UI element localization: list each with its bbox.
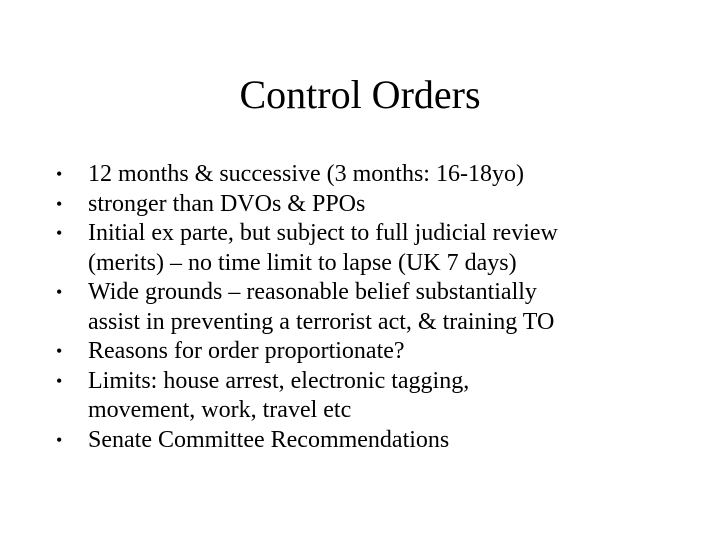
bullet-item [56,190,696,220]
bullet-text-line: Limits: house arrest, electronic tagging, [88,367,470,394]
bullet-icon: • [56,193,63,214]
bullet-text-line: (merits) – no time limit to lapse (UK 7 days) [88,249,517,276]
bullet-icon: • [56,223,63,243]
bullet-item [56,278,696,337]
bullet-item [56,367,696,426]
bullet-text-line: Initial ex parte, but subject to full judicial review [88,220,558,246]
bullet-text-line: assist in preventing a terrorist act, & training TO [88,308,555,335]
bullet-icon: • [56,164,63,184]
bullet-icon: • [56,370,63,391]
bullet-item [56,426,696,456]
bullet-text-line: Senate Committee Recommendations [88,426,450,453]
bullet-icon: • [56,429,63,450]
bullet-text-line: Reasons for order proportionate? [88,338,405,364]
bullet-text-line: 12 months & successive (3 months: 16-18yo) [88,161,524,187]
bullet-text-line: Wide grounds – reasonable belief substantially [88,279,537,305]
slide-title: Control Orders [239,72,481,117]
bullet-icon: • [56,282,63,302]
bullet-item [56,219,696,278]
bullet-text-line: movement, work, travel etc [88,397,352,423]
bullet-item [56,160,696,190]
bullet-item [56,337,696,367]
bullet-text-line: stronger than DVOs & PPOs [88,190,366,217]
bullet-list [56,160,696,455]
bullet-icon: • [56,341,63,361]
